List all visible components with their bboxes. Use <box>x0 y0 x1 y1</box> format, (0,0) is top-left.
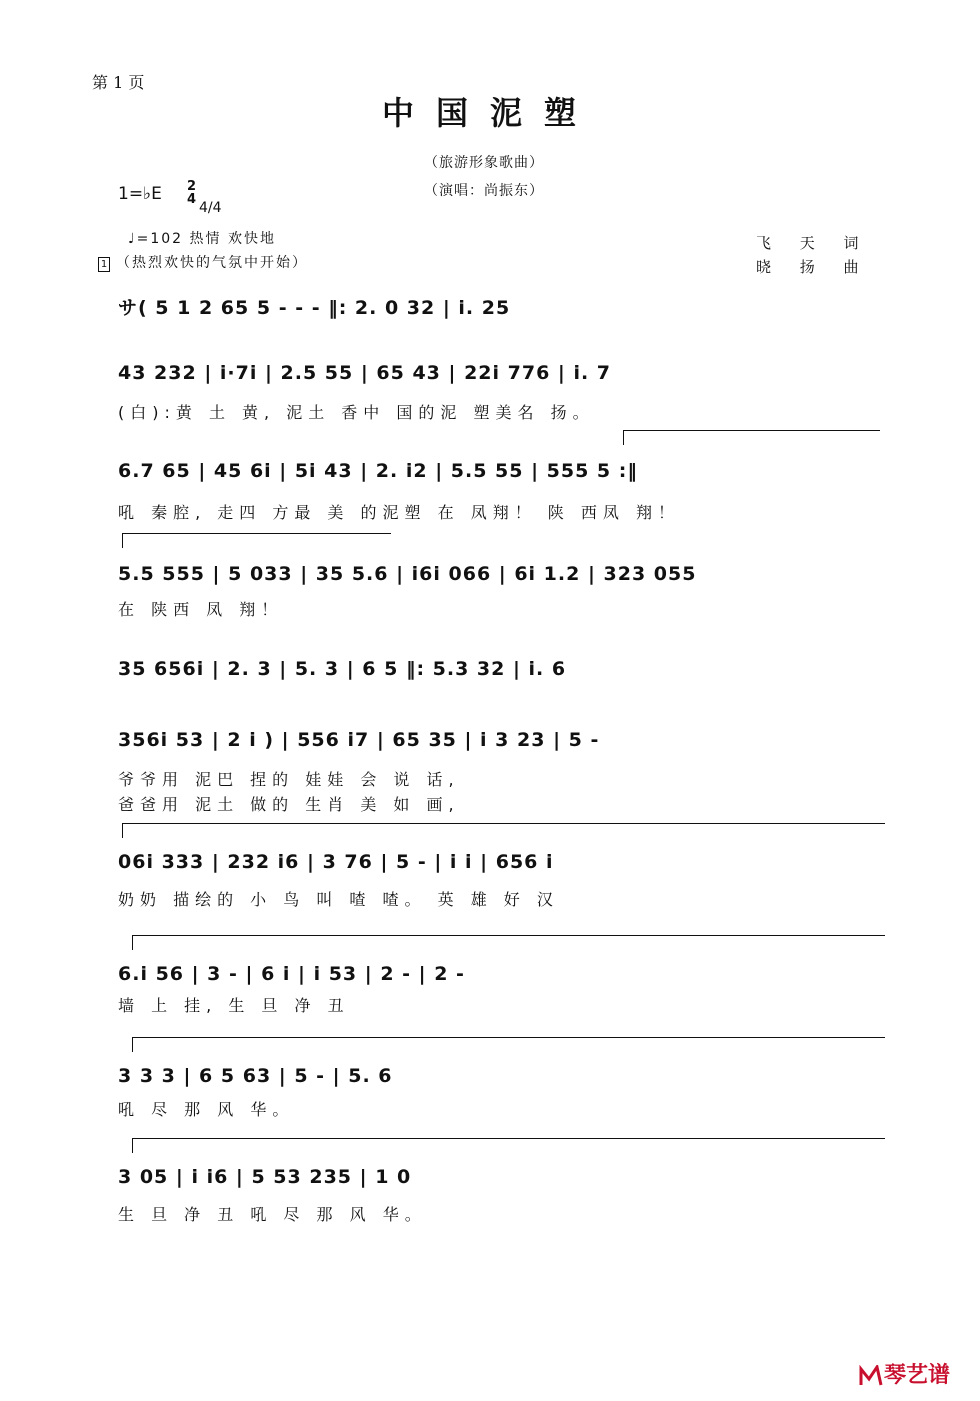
time-sig-bottom: 4 <box>187 192 197 207</box>
score-row-5 <box>118 658 884 698</box>
lyrics: 奶奶 描绘的 小 鸟 叫 喳 喳。 英 雄 好 汉 <box>118 890 559 909</box>
volta-bracket <box>122 823 885 838</box>
notes: 43 232 | i·7i | 2.5 55 | 65 43 | 22i 776 | i. 7 <box>118 362 612 384</box>
time-sig-top: 2 <box>187 179 197 194</box>
notes: 5.5 555 | 5 033 | 35 5.6 | i6i 066 | 6i 1.2 | 323 055 <box>118 563 697 585</box>
time-signature-alt: 4/4 <box>199 200 222 216</box>
time-signature <box>187 180 196 206</box>
score-row-1 <box>118 293 884 333</box>
score-row-4 <box>118 563 884 623</box>
notes: 6.7 65 | 45 6i | 5i 43 | 2. i2 | 5.5 55 | 555 5 :‖ <box>118 460 638 482</box>
score-row-3 <box>118 460 884 520</box>
score-row-2 <box>118 362 884 422</box>
notes: 6.i 56 | 3 - | 6 i | i 53 | 2 - | 2 - <box>118 963 465 985</box>
lyrics-verse-2: 爸爸用 泥土 做的 生肖 美 如 画, <box>118 795 460 814</box>
lyricist-credit: 飞 天 词 <box>756 234 871 252</box>
volta-bracket <box>623 430 880 445</box>
score-row-7 <box>118 851 884 911</box>
lyrics: (白):黄 土 黄, 泥土 香中 国的泥 塑美名 扬。 <box>118 403 595 422</box>
volta-bracket <box>132 1138 885 1153</box>
lyrics: 在 陕西 凤 翔！ <box>118 600 284 619</box>
lyrics: 生 旦 净 丑 吼 尽 那 风 华。 <box>118 1205 427 1224</box>
logo-mark-icon <box>858 1365 884 1387</box>
volta-bracket <box>122 533 391 548</box>
intro-box: 1 <box>98 257 110 272</box>
notes: 3 3 3 | 6 5 63 | 5 - | 5. 6 <box>118 1065 393 1087</box>
intro-note <box>98 252 308 272</box>
song-title: 中国泥塑 <box>381 94 598 132</box>
notes: 356i 53 | 2 i ) | 556 i7 | 65 35 | i 3 23 | 5 - <box>118 729 600 751</box>
volta-bracket <box>132 935 885 950</box>
notes: 3 05 | i i6 | 5 53 235 | 1 0 <box>118 1166 412 1188</box>
tempo-marking: ♩=102 热情 欢快地 <box>128 231 276 247</box>
notes: サ( 5 1 2 65 5 - - - ‖: 2. 0 32 | i. 25 <box>118 297 511 319</box>
volta-bracket <box>132 1037 885 1052</box>
score-row-9 <box>118 1065 884 1125</box>
lyrics: 吼 尽 那 风 华。 <box>118 1100 295 1119</box>
key-signature: 1=♭E <box>118 184 162 204</box>
intro-text: （热烈欢快的气氛中开始） <box>116 255 308 271</box>
page-label: 第 1 页 <box>92 73 145 92</box>
composer-credit: 晓 扬 曲 <box>756 258 871 276</box>
song-subtitle: （旅游形象歌曲） <box>424 155 544 171</box>
score-row-8 <box>118 963 884 1023</box>
lyrics: 吼 秦腔, 走四 方最 美 的泥塑 在 凤翔！ 陕 西凤 翔！ <box>118 503 680 522</box>
score-row-10 <box>118 1166 884 1226</box>
lyrics: 墙 上 挂, 生 旦 净 丑 <box>118 996 350 1015</box>
notes: 35 656i | 2. 3 | 5. 3 | 6 5 ‖: 5.3 32 | i. 6 <box>118 658 567 680</box>
score-row-6 <box>118 729 884 819</box>
notes: 06i 333 | 232 i6 | 3 76 | 5 - | i i | 656 i <box>118 851 554 873</box>
logo-text: 琴艺谱 <box>884 1363 951 1388</box>
singer-credit: （演唱：尚振东） <box>424 183 544 199</box>
lyrics-verse-1: 爷爷用 泥巴 捏的 娃娃 会 说 话, <box>118 770 460 789</box>
site-logo <box>858 1358 950 1389</box>
